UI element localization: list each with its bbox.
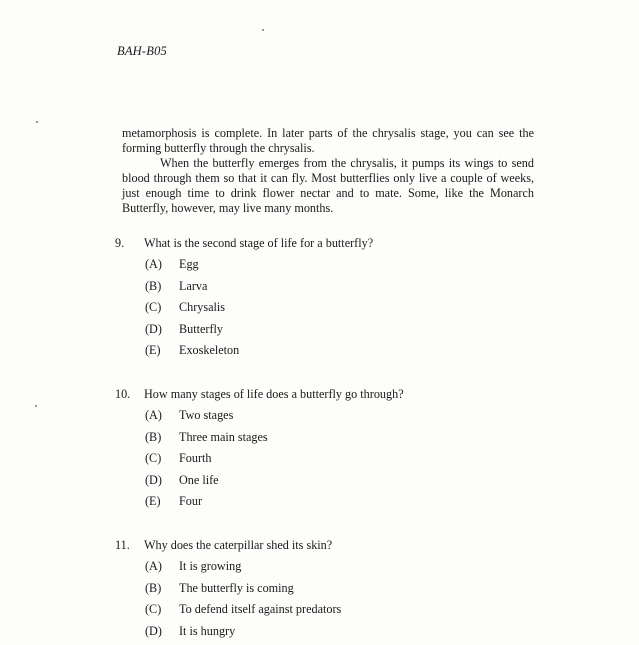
- option-letter: (B): [145, 580, 162, 595]
- passage-paragraph-2: When the butterfly emerges from the chrysalis, it pumps its wings to send blood through them so that it can fly. Most butterflies only live a couple of weeks, just enough time to drink flower nectar and to mate. Some, like the Monarch Butterfly, however, may live many months.: [122, 156, 534, 215]
- reading-passage: [122, 126, 534, 216]
- option-letter: (E): [145, 343, 161, 358]
- option-letter: (A): [145, 559, 162, 573]
- option-text: Larva: [179, 278, 208, 293]
- option-letter: (C): [145, 602, 162, 617]
- option-text: Chrysalis: [179, 300, 226, 315]
- option-text: Four: [179, 494, 203, 509]
- option-text: The butterfly is coming: [179, 580, 294, 595]
- option-letter: (B): [145, 429, 162, 444]
- question-number: 11.: [115, 538, 130, 552]
- option-letter: (C): [145, 300, 162, 315]
- option-letter: (B): [145, 278, 162, 293]
- option-letter: (A): [145, 408, 162, 422]
- question-number: 10.: [115, 387, 131, 401]
- question-text: Why does the caterpillar shed its skin?: [144, 538, 333, 552]
- scan-speck: [35, 405, 37, 407]
- option-letter: (D): [145, 623, 162, 638]
- option-text: Two stages: [179, 408, 234, 422]
- option-text: To defend itself against predators: [179, 602, 342, 617]
- option-text: One life: [179, 472, 219, 487]
- option-text: It is growing: [179, 559, 242, 573]
- option-text: Butterfly: [179, 321, 224, 336]
- option-text: It is hungry: [179, 623, 236, 638]
- passage-paragraph-1: metamorphosis is complete. In later parts of the chrysalis stage, you can see the forming butterfly through the chrysalis.: [122, 126, 534, 155]
- question-number: 9.: [115, 236, 125, 250]
- scan-speck: [36, 121, 38, 123]
- option-letter: (E): [145, 494, 161, 509]
- question-text: How many stages of life does a butterfly go through?: [144, 387, 404, 401]
- option-text: Fourth: [179, 451, 212, 466]
- option-text: Exoskeleton: [179, 343, 240, 358]
- option-letter: (A): [145, 257, 162, 271]
- option-letter: (D): [145, 472, 162, 487]
- option-letter: (D): [145, 321, 162, 336]
- question-text: What is the second stage of life for a butterfly?: [144, 236, 374, 250]
- option-letter: (C): [145, 451, 162, 466]
- option-text: Three main stages: [179, 429, 268, 444]
- scan-speck: [262, 29, 264, 31]
- option-text: Egg: [179, 257, 199, 271]
- page-header-code: BAH-B05: [117, 44, 167, 58]
